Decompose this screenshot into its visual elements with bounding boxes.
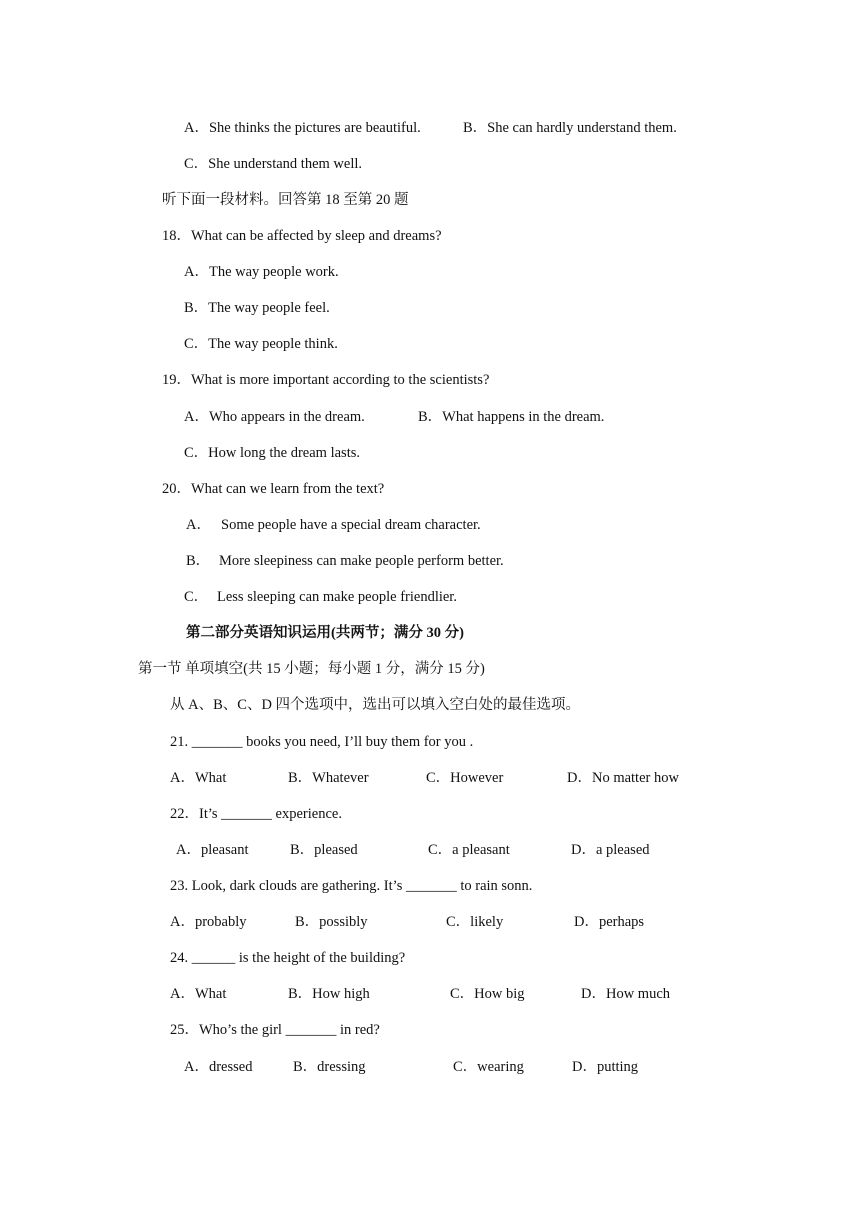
q25-option-d: D．putting xyxy=(572,1059,639,1075)
q19-option-b: B．What happens in the dream. xyxy=(418,409,605,425)
q21-option-c: C．However xyxy=(426,770,504,786)
q19-option-c: C．How long the dream lasts. xyxy=(184,445,360,461)
q25-question: 25．Who’s the girl _______ in red? xyxy=(170,1022,380,1038)
q22-option-c: C．a pleasant xyxy=(428,842,510,858)
q19-question: 19．What is more important according to the scientists? xyxy=(162,372,490,388)
q20-option-b-text: More sleepiness can make people perform better. xyxy=(219,553,504,569)
q23-option-d: D．perhaps xyxy=(574,914,645,930)
q25-option-b: B．dressing xyxy=(293,1059,366,1075)
q22-option-d: D．a pleased xyxy=(571,842,650,858)
q24-option-d: D．How much xyxy=(581,986,671,1002)
q17-option-c: C．She understand them well. xyxy=(184,156,363,172)
q22-option-b: B．pleased xyxy=(290,842,358,858)
q21-option-b: B．Whatever xyxy=(288,770,369,786)
q23-option-c: C．likely xyxy=(446,914,504,930)
q24-option-c: C．How big xyxy=(450,986,525,1002)
q21-option-d: D．No matter how xyxy=(567,770,679,786)
q20-option-a-text: Some people have a special dream character. xyxy=(221,517,481,533)
section1-heading: 第一节 单项填空(共 15 小题；每小题 1 分，满分 15 分) xyxy=(138,661,485,677)
q21-option-a: A．What xyxy=(170,770,227,786)
q21-question: 21. _______ books you need, I’ll buy them for you . xyxy=(170,734,474,750)
q24-option-b: B．How high xyxy=(288,986,370,1002)
q20-option-b-letter: B． xyxy=(186,553,211,569)
q18-option-b: B．The way people feel. xyxy=(184,300,330,316)
q20-option-c-text: Less sleeping can make people friendlier. xyxy=(217,589,457,605)
q18-option-a: A．The way people work. xyxy=(184,264,339,280)
q20-question: 20．What can we learn from the text? xyxy=(162,481,385,497)
q22-question: 22．It’s _______ experience. xyxy=(170,806,342,822)
section1-instruction: 从 A、B、C、D 四个选项中，选出可以填入空白处的最佳选项。 xyxy=(170,697,581,713)
q23-question: 23. Look, dark clouds are gathering. It’s _______ to rain sonn. xyxy=(170,878,533,894)
part2-heading: 第二部分英语知识运用(共两节；满分 30 分) xyxy=(186,625,464,641)
q25-option-c: C．wearing xyxy=(453,1059,524,1075)
q24-question: 24. ______ is the height of the building? xyxy=(170,950,406,966)
q17-option-b: B．She can hardly understand them. xyxy=(463,120,677,136)
q23-option-a: A．probably xyxy=(170,914,247,930)
q23-option-b: B．possibly xyxy=(295,914,368,930)
q25-option-a: A．dressed xyxy=(184,1059,253,1075)
q20-option-a-letter: A． xyxy=(186,517,211,533)
q17-option-a: A．She thinks the pictures are beautiful. xyxy=(184,120,421,136)
q20-option-c-letter: C． xyxy=(184,589,209,605)
q24-option-a: A．What xyxy=(170,986,227,1002)
section-instruction: 听下面一段材料。回答第 18 至第 20 题 xyxy=(162,192,409,208)
q18-question: 18．What can be affected by sleep and dreams? xyxy=(162,228,442,244)
q19-option-a: A．Who appears in the dream. xyxy=(184,409,365,425)
q18-option-c: C．The way people think. xyxy=(184,336,338,352)
q22-option-a: A．pleasant xyxy=(176,842,249,858)
